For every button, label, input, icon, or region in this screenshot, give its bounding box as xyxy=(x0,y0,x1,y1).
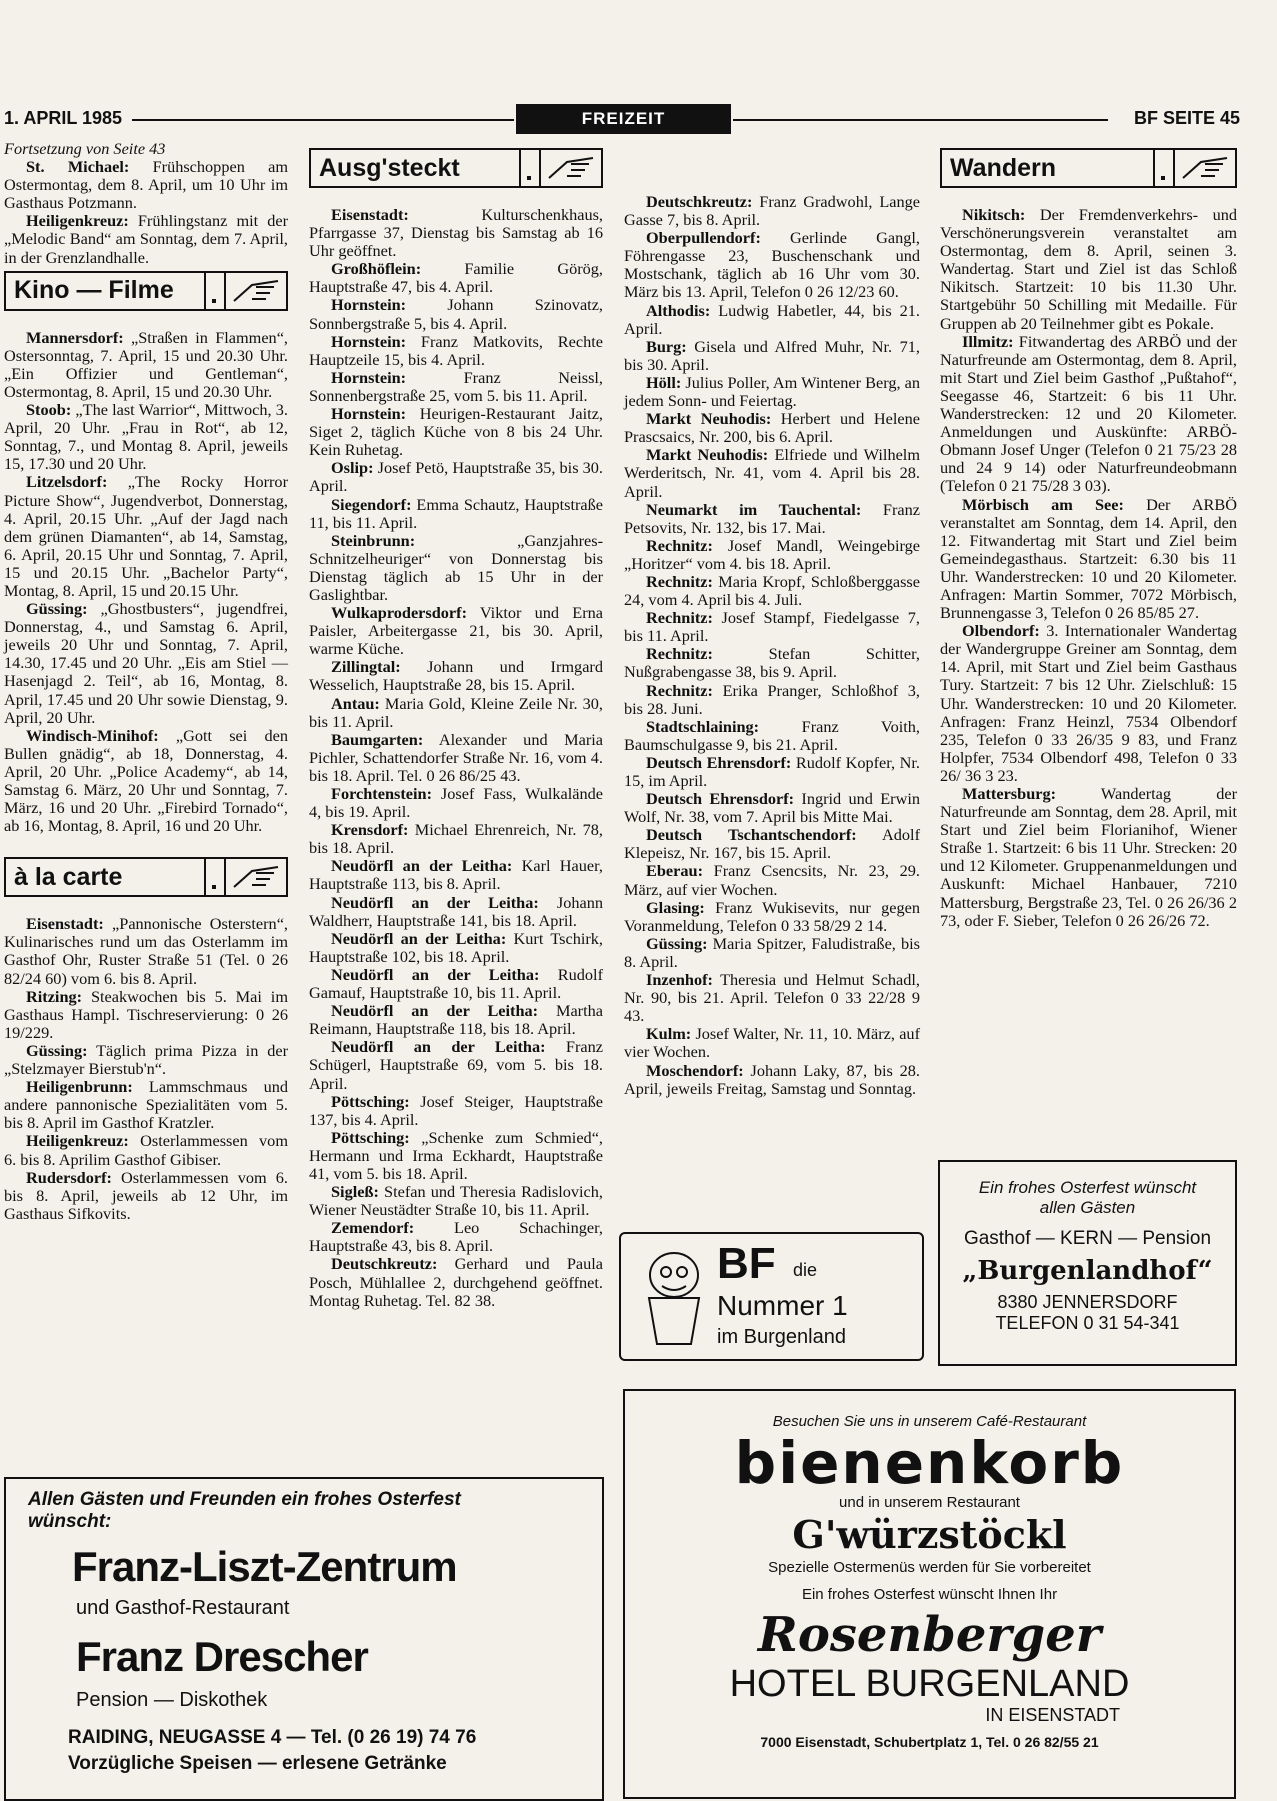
listing-place: Mannersdorf: xyxy=(26,327,124,347)
column-4 xyxy=(940,148,1237,930)
listing-text: Theresia und Helmut Schadl, Nr. 90, bis 21. April. Telefon 0 33 22/28 9 43. xyxy=(624,970,920,1026)
listing-place: Hornstein: xyxy=(331,367,407,387)
listing-text: Franz Csencsits, Nr. 23, 29. März, auf vier Wochen. xyxy=(624,861,920,899)
listing-text: Adolf Klepeisz, Nr. 167, bis 15. April. xyxy=(624,825,920,863)
listing-entry xyxy=(624,374,920,410)
kern-greeting-2: allen Gästen xyxy=(1039,1198,1136,1217)
listing-entry xyxy=(4,600,288,727)
bienen-menus: Spezielle Ostermenüs werden für Sie vorbereitet xyxy=(768,1559,1091,1576)
listing-text: Heurigen-Restaurant Jaitz, Siget 2, täglich Küche von 8 bis 24 Uhr. Kein Ruhetag. xyxy=(309,404,603,460)
listing-entry xyxy=(309,695,603,731)
listing-text: Johann und Irmgard Wesselich, Hauptstraße 28, bis 15. April. xyxy=(309,657,603,695)
listing-place: Deutschkreutz: xyxy=(646,192,753,211)
listing-place: Sigleß: xyxy=(331,1182,379,1202)
liszt-owner: Franz Drescher xyxy=(76,1633,368,1680)
listing-entry xyxy=(4,727,288,836)
listing-place: Mattersburg: xyxy=(962,784,1057,803)
listing-text: Alexander und Maria Pichler, Schattendorfer Straße Nr. 16, vom 4. bis 18. April. Tel. 0 26 86/25 43. xyxy=(309,729,603,785)
listing-entry xyxy=(624,826,920,862)
listing-place: Rechnitz: xyxy=(646,644,713,664)
listing-entry xyxy=(624,446,920,500)
listing-entry xyxy=(624,790,920,826)
section-carte xyxy=(4,857,288,897)
listing-entry xyxy=(309,369,603,405)
listing-entry xyxy=(940,206,1237,333)
listing-place: Neumarkt im Tauchental: xyxy=(646,499,862,519)
listing-text: Franz Schügerl, Hauptstraße 69, vom 5. bis 18. April. xyxy=(309,1037,603,1093)
listing-text: Ludwig Habetler, 44, bis 21. April. xyxy=(624,300,920,338)
entries-misc xyxy=(4,158,288,267)
bf-ad xyxy=(619,1232,924,1361)
column-3 xyxy=(624,193,920,1098)
listing-place: Deutschkreutz: xyxy=(331,1254,438,1274)
listing-place: Burg: xyxy=(646,336,687,356)
liszt-pension: Pension — Diskothek xyxy=(76,1689,268,1711)
listing-entry xyxy=(4,329,288,401)
bienen-intro: Besuchen Sie uns in unserem Café-Restaurant xyxy=(772,1413,1087,1430)
listing-place: Baumgarten: xyxy=(331,729,424,749)
listing-entry xyxy=(624,718,920,754)
listing-entry xyxy=(4,1078,288,1132)
listing-entry xyxy=(4,1169,288,1223)
listing-place: Rechnitz: xyxy=(646,608,713,628)
listing-text: Frühschoppen am Ostermontag, dem 8. April, um 10 Uhr im Gasthaus Potzmann. xyxy=(4,157,288,213)
listing-place: Olbendorf: xyxy=(962,621,1040,641)
pointing-hand-icon xyxy=(226,273,286,309)
listing-text: Josef Walter, Nr. 11, 10. März, auf vier Wochen. xyxy=(624,1024,920,1062)
listing-text: Maria Gold, Kleine Zeile Nr. 30, bis 11. April. xyxy=(309,693,603,731)
listing-place: Deutsch Tschantschendorf: xyxy=(646,825,857,845)
listing-text: Osterlammessen vom 6. bis 8. April, jeweils ab 12 Uhr, im Gasthaus Sifkovits. xyxy=(4,1167,288,1223)
listing-place: St. Michael: xyxy=(26,157,130,177)
bullet-box-icon xyxy=(204,273,226,309)
listing-place: Forchtenstein: xyxy=(331,784,432,803)
bullet-box-icon xyxy=(204,859,226,895)
listing-place: Mörbisch am See: xyxy=(962,494,1124,514)
listing-text: Familie Görög, Hauptstraße 47, bis 4. April. xyxy=(309,259,603,297)
page-number: BF SEITE 45 xyxy=(1133,108,1240,128)
listing-text: Osterlammessen vom 6. bis 8. Aprilim Gasthof Gibiser. xyxy=(4,1131,288,1169)
listing-place: Ritzing: xyxy=(26,986,83,1006)
listing-entry xyxy=(624,899,920,935)
listing-place: Höll: xyxy=(646,372,682,392)
bienen-greeting: Ein frohes Osterfest wünscht Ihnen Ihr xyxy=(801,1586,1058,1603)
listing-entry xyxy=(4,988,288,1042)
listing-place: Neudörfl an der Leitha: xyxy=(331,1001,539,1021)
listing-entry xyxy=(309,1038,603,1092)
liszt-ad xyxy=(4,1477,604,1801)
bf-nummer: Nummer 1 xyxy=(717,1290,848,1321)
column-1 xyxy=(4,140,288,1223)
listing-place: Krensdorf: xyxy=(331,820,409,840)
listing-entry xyxy=(624,193,920,229)
listing-text: Maria Kropf, Schloßberggasse 24, vom 4. April bis 4. Juli. xyxy=(624,571,920,610)
listing-place: Eisenstadt: xyxy=(26,914,104,934)
listing-place: Güssing: xyxy=(26,599,88,619)
listing-place: Windisch-Minihof: xyxy=(26,725,159,745)
listing-text: „Pannonische Osterstern“, Kulinarisches rund um das Osterlamm im Gasthof Ohr, Ruster Straße 51 (Tel. 0 26 82/24 60) vom 6. bis 8. April. xyxy=(4,914,288,988)
listing-text: Lammschmaus und andere pannonische Spezialitäten vom 5. bis 8. April im Gasthof Kratzler. xyxy=(4,1077,288,1133)
listing-entry xyxy=(4,1132,288,1168)
liszt-greeting-2: wünscht: xyxy=(28,1511,112,1532)
listing-place: Stadtschlaining: xyxy=(646,716,760,736)
listing-place: Eberau: xyxy=(646,861,703,881)
listing-text: Fitwandertag des ARBÖ und der Naturfreunde am Ostermontag, dem 8. April, mit Start und Ziel beim Gasthof „Pußtahof“, Seegasse 46, Startzeit: 6 bis 11 Uhr. Wanderstrecken: 12 und 20 Kilometer. Anmeldungen und Auskünfte: ARBÖ-Obmann Josef Unger (Telefon 0 21 75/23 28 und 24 9 14) oder Naturfreundeobmann (Telefon 0 21 75/28 3 03). xyxy=(940,331,1237,496)
listing-text: Rudolf Kopfer, Nr. 15, im April. xyxy=(624,752,920,790)
entries-ausgsteckt-cont xyxy=(624,193,920,1098)
listing-text: Der ARBÖ veranstaltet am Sonntag, dem 14. April, den 12. Fitwandertag mit Start und Ziel beim Gemeindegasthaus. Startzeit: 6.30 bis 11 Uhr. Wanderstrecken: 10 und 20 Kilometer. Anfragen: Martin Sommer, 7072 Mörbisch, Brunnengasse 3, Telefon 0 26 85/85 27. xyxy=(940,494,1237,623)
listing-place: Rechnitz: xyxy=(646,680,713,700)
listing-entry xyxy=(624,645,920,681)
listing-text: Johann Laky, 87, bis 28. April, jeweils Freitag, Samstag und Sonntag. xyxy=(624,1060,920,1098)
liszt-slogan: Vorzügliche Speisen — erlesene Getränke xyxy=(68,1753,447,1774)
listing-entry xyxy=(309,857,603,893)
kern-phone: TELEFON 0 31 54-341 xyxy=(995,1313,1180,1333)
listing-entry xyxy=(624,338,920,374)
listing-place: Moschendorf: xyxy=(646,1060,744,1080)
listing-place: Steinbrunn: xyxy=(331,530,416,550)
listing-text: 3. Internationaler Wandertag der Wandergruppe Greiner am Sonntag, dem 14. April, mit Start und Ziel beim Gasthaus Tury. Startzeit: 7 bis 12 Uhr. Zielschluß: 15 Uhr. Wanderstrecken: 10 und 20 Kilometer. Anfragen: Franz Heinzl, 7534 Olbendorf 235, Telefon 0 33 26/35 9 83, und Franz Holpfer, 7534 Olbendorf 498, Telefon 0 33 26/ 36 3 23. xyxy=(940,621,1237,785)
listing-entry xyxy=(309,821,603,857)
listing-text: Franz Neissl, Sonnenbergstraße 25, vom 5. bis 11. April. xyxy=(309,367,603,405)
listing-place: Althodis: xyxy=(646,300,711,320)
listing-entry xyxy=(4,473,288,600)
listing-text: Josef Mandl, Weingebirge „Horitzer“ vom 4. bis 18. April. xyxy=(624,535,920,573)
listing-entry xyxy=(309,333,603,369)
kern-greeting: Ein frohes Osterfest wünscht xyxy=(978,1178,1197,1197)
section-wandern-title: Wandern xyxy=(950,153,1057,182)
listing-text: Martha Reimann, Hauptstraße 118, bis 18. April. xyxy=(309,1001,603,1039)
listing-place: Zemendorf: xyxy=(331,1218,415,1238)
listing-place: Oslip: xyxy=(331,458,374,478)
listing-entry xyxy=(309,496,603,532)
listing-entry xyxy=(309,1002,603,1038)
listing-text: Ingrid und Erwin Wolf, Nr. 38, vom 7. April bis Mitte Mai. xyxy=(624,789,920,827)
listing-place: Glasing: xyxy=(646,897,705,917)
listing-entry xyxy=(624,302,920,338)
listing-text: Rudolf Gamauf, Hauptstraße 10, bis 11. April. xyxy=(309,964,603,1003)
section-kino xyxy=(4,271,288,311)
pointing-hand-icon xyxy=(541,150,601,186)
listing-text: Michael Ehrenreich, Nr. 78, bis 18. April. xyxy=(309,820,603,858)
listing-text: Josef Petö, Hauptstraße 35, bis 30. April. xyxy=(309,458,603,496)
listing-entry xyxy=(4,212,288,266)
pointing-hand-icon xyxy=(226,859,286,895)
listing-entry xyxy=(624,682,920,718)
listing-entry xyxy=(940,785,1237,930)
hotel-town: IN EISENSTADT xyxy=(985,1705,1120,1725)
hotel-address: 7000 Eisenstadt, Schubertplatz 1, Tel. 0 26 82/55 21 xyxy=(760,1734,1099,1750)
listing-place: Illmitz: xyxy=(962,331,1014,351)
listing-entry xyxy=(309,1093,603,1129)
listing-text: „The Rocky Horror Picture Show“, Jugendverbot, Donnerstag, 4. April, 20.15 Uhr. „Auf der Jagd nach dem grünen Diamanten“, ab 14, Samstag, 6. April, 20.15 Uhr und Sonntag, 7. April, 15 und 20.15 Uhr. „Bachelor Party“, Montag, 8. April, 15 und 20.15 Uhr. xyxy=(4,472,288,600)
listing-text: Herbert und Helene Prascsaics, Nr. 200, bis 6. April. xyxy=(624,409,920,447)
listing-entry xyxy=(309,206,603,260)
listing-text: Leo Schachinger, Hauptstraße 43, bis 8. April. xyxy=(309,1218,603,1256)
listing-place: Deutsch Ehrensdorf: xyxy=(646,752,792,772)
listing-text: Gerhard und Paula Posch, Mühlallee 2, durchgehend geöffnet. Montag Ruhetag. Tel. 82 38. xyxy=(309,1254,603,1310)
listing-place: Wulkaprodersdorf: xyxy=(331,603,467,623)
listing-text: Franz Gradwohl, Lange Gasse 7, bis 8. April. xyxy=(624,192,920,230)
listing-place: Markt Neuhodis: xyxy=(646,445,769,465)
listing-entry xyxy=(309,260,603,296)
listing-text: Josef Fass, Wulkalände 4, bis 19. April. xyxy=(309,784,603,822)
listing-entry xyxy=(309,731,603,785)
listing-text: Kulturschenkhaus, Pfarrgasse 37, Dienstag bis Samstag ab 16 Uhr geöffnet. xyxy=(309,205,603,261)
liszt-address: RAIDING, NEUGASSE 4 — Tel. (0 26 19) 74 76 xyxy=(68,1727,477,1748)
kern-town: 8380 JENNERSDORF xyxy=(997,1292,1178,1312)
listing-place: Neudörfl an der Leitha: xyxy=(331,1037,546,1057)
bienenkorb-ad xyxy=(623,1389,1236,1799)
listing-text: Steakwochen bis 5. Mai im Gasthaus Hampl. Tischreservierung: 0 26 19/229. xyxy=(4,986,288,1042)
listing-place: Inzenhof: xyxy=(646,970,713,990)
listing-entry xyxy=(940,496,1237,623)
gwuerzstoeckl-logo: G'würzstöckl xyxy=(792,1512,1067,1557)
listing-place: Antau: xyxy=(331,693,380,713)
listing-entry xyxy=(309,532,603,604)
liszt-subtitle: und Gasthof-Restaurant xyxy=(76,1597,290,1619)
listing-entry xyxy=(4,1042,288,1078)
listing-text: Franz Matkovits, Rechte Hauptzeile 15, bis 4. April. xyxy=(309,331,603,369)
liszt-title: Franz-Liszt-Zentrum xyxy=(72,1543,457,1590)
listing-entry xyxy=(940,333,1237,496)
listing-text: Josef Steiger, Hauptstraße 137, bis 4. April. xyxy=(309,1091,603,1129)
listing-place: Rudersdorf: xyxy=(26,1167,112,1187)
listing-entry xyxy=(309,1183,603,1219)
listing-entry xyxy=(309,296,603,332)
listing-entry xyxy=(940,622,1237,785)
listing-entry xyxy=(309,966,603,1002)
pointing-hand-icon xyxy=(1175,150,1235,186)
listing-text: Franz Wukisevits, nur gegen Voranmeldung, Telefon 0 33 58/29 2 14. xyxy=(624,897,920,935)
listing-entry xyxy=(309,785,603,821)
listing-place: Rechnitz: xyxy=(646,571,713,591)
listing-entry xyxy=(309,894,603,930)
section-wandern xyxy=(940,148,1237,188)
listing-place: Eisenstadt: xyxy=(331,205,409,224)
bf-logo: BF xyxy=(717,1239,776,1288)
listing-place: Hornstein: xyxy=(331,295,407,315)
section-ausgsteckt xyxy=(309,148,603,188)
listing-entry xyxy=(624,573,920,609)
listing-entry xyxy=(624,229,920,301)
listing-place: Kulm: xyxy=(646,1024,692,1044)
listing-text: Karl Hauer, Hauptstraße 113, bis 8. April. xyxy=(309,856,603,894)
listing-place: Neudörfl an der Leitha: xyxy=(331,964,540,984)
section-title: FREIZEIT xyxy=(516,104,731,134)
listing-place: Neudörfl an der Leitha: xyxy=(331,856,513,876)
listing-entry xyxy=(624,609,920,645)
listing-text: Franz Voith, Baumschulgasse 9, bis 21. April. xyxy=(624,716,920,754)
listing-place: Güssing: xyxy=(646,933,708,953)
listing-text: „Ganzjahres-Schnitzelheuriger“ von Donnerstag bis Dienstag täglich ab 15 Uhr in der Gaslightbar. xyxy=(309,530,603,604)
column-2 xyxy=(309,148,603,1310)
hotel-name: HOTEL BURGENLAND xyxy=(729,1663,1130,1705)
bullet-box-icon xyxy=(1153,150,1175,186)
listing-place: Deutsch Ehrensdorf: xyxy=(646,789,795,809)
listing-text: „Ghostbusters“, jugendfrei, Donnerstag, 4., und Samstag 6. April, jeweils 20 Uhr und Sonntag, 7. April, 14.30, 17.45 und 20 Uhr. „Eis am Stiel — Hasenjagd 2. Teil“, ab 16, Montag, 8. April, 17.45 und 20 Uhr sowie Dienstag, 9. April, 20 Uhr. xyxy=(4,599,288,727)
liszt-greeting: Allen Gästen und Freunden ein frohes Osterfest xyxy=(28,1489,461,1510)
entries-kino xyxy=(4,329,288,836)
listing-entry xyxy=(309,604,603,658)
listing-entry xyxy=(309,658,603,694)
listing-text: Frühlingstanz mit der „Melodic Band“ am Sonntag, dem 7. April, in der Grenzlandhalle. xyxy=(4,211,288,267)
listing-place: Siegendorf: xyxy=(331,494,412,514)
listing-place: Stoob: xyxy=(26,400,72,420)
listing-entry xyxy=(309,405,603,459)
listing-entry xyxy=(309,1219,603,1255)
listing-text: „Schenke zum Schmied“, Hermann und Irma Eckhardt, Hauptstraße 41, vom 5. bis 18. April. xyxy=(309,1127,603,1183)
listing-text: Erika Pranger, Schloßhof 3, bis 28. Juni. xyxy=(624,680,920,718)
listing-place: Pöttsching: xyxy=(331,1127,410,1147)
listing-place: Neudörfl an der Leitha: xyxy=(331,892,539,912)
listing-entry xyxy=(624,935,920,971)
listing-place: Hornstein: xyxy=(331,404,407,424)
listing-entry xyxy=(624,410,920,446)
listing-place: Zillingtal: xyxy=(331,657,401,677)
listing-text: Maria Spitzer, Faludistraße, bis 8. April. xyxy=(624,933,920,971)
continued-note: Fortsetzung von Seite 43 xyxy=(4,139,166,158)
listing-place: Heiligenkreuz: xyxy=(26,1131,129,1151)
listing-place: Neudörfl an der Leitha: xyxy=(331,928,507,948)
listing-place: Litzelsdorf: xyxy=(26,472,108,492)
listing-entry xyxy=(4,915,288,987)
listing-text: Täglich prima Pizza in der „Stelzmayer Bierstub'n“. xyxy=(4,1040,288,1079)
listing-entry xyxy=(309,459,603,495)
listing-place: Güssing: xyxy=(26,1040,88,1060)
listing-text: Emma Schautz, Hauptstraße 11, bis 11. April. xyxy=(309,494,603,532)
listing-place: Markt Neuhodis: xyxy=(646,409,772,429)
listing-text: Stefan Schitter, Nußgrabengasse 38, bis 9. April. xyxy=(624,644,920,682)
kern-name: Gasthof — KERN — Pension xyxy=(963,1228,1212,1249)
listing-place: Heiligenkreuz: xyxy=(26,211,129,231)
listing-text: Julius Poller, Am Wintener Berg, an jedem Sonn- und Feiertag. xyxy=(624,372,920,411)
bienen-restaurant: und in unserem Restaurant xyxy=(839,1494,1020,1511)
listing-text: „Gott sei den Bullen gnädig“, ab 18, Donnerstag, 4. April, 20 Uhr. „Police Academy“, ab 14, Samstag 6. März, 20 Uhr und Sonntag, 7. März, 16 und 20 Uhr. „Firebird Tornado“, ab 16, Montag, 8. April, 16 und 20 Uhr. xyxy=(4,725,288,836)
listing-text: Gerlinde Gangl, Föhrengasse 23, Buschenschank und Mostschank, täglich ab 16 Uhr vom 30. März bis 13. April, Telefon 0 26 12/23 60. xyxy=(624,228,920,302)
rosenberger-logo: Rosenberger xyxy=(757,1607,1102,1663)
listing-entry xyxy=(624,1062,920,1098)
listing-text: Johann Waldherr, Hauptstraße 141, bis 18. April. xyxy=(309,892,603,930)
listing-entry xyxy=(624,501,920,537)
listing-place: Hornstein: xyxy=(331,331,407,351)
mascot-icon xyxy=(629,1240,719,1350)
section-ausgsteckt-title: Ausg'steckt xyxy=(319,153,460,182)
header-rule-left xyxy=(132,119,514,121)
listing-text: Franz Petsovits, Nr. 132, bis 17. Mai. xyxy=(624,499,921,537)
listing-text: Kurt Tschirk, Hauptstraße 102, bis 18. April. xyxy=(309,928,603,966)
bf-slogan: im Burgenland xyxy=(717,1326,846,1348)
listing-place: Heiligenbrunn: xyxy=(26,1077,133,1097)
listing-text: „The last Warrior“, Mittwoch, 3. April, 20 Uhr. „Frau in Rot“, ab 12, Sonntag, 7., und Montag 8. April, jeweils 15, 17.30 und 20 Uhr. xyxy=(4,400,288,474)
bf-die: die xyxy=(793,1260,818,1280)
listing-place: Oberpullendorf: xyxy=(646,228,761,248)
listing-entry xyxy=(624,754,920,790)
listing-text: Gisela und Alfred Muhr, Nr. 71, bis 30. April. xyxy=(624,336,920,374)
listing-text: Stefan und Theresia Radislovich, Wiener Neustädter Straße 10, bis 11. April. xyxy=(309,1182,603,1220)
listing-entry xyxy=(309,1255,603,1309)
listing-text: „Straßen in Flammen“, Ostersonntag, 7. April, 15 und 20.30 Uhr. „Ein Offizier und Gentleman“, Ostermontag, 8. April, 15 und 20.30 Uhr. xyxy=(4,327,288,401)
kern-ad xyxy=(938,1160,1237,1366)
listing-text: Josef Stampf, Fiedelgasse 7, bis 11. April. xyxy=(624,608,920,646)
listing-entry xyxy=(624,862,920,898)
listing-text: Johann Szinovatz, Sonnbergstraße 5, bis 4. April. xyxy=(309,295,603,333)
listing-entry xyxy=(624,537,920,573)
listing-place: Rechnitz: xyxy=(646,535,713,555)
kern-hotel: „Burgenlandhof“ xyxy=(962,1256,1213,1286)
section-carte-title: à la carte xyxy=(14,862,123,891)
entries-wandern xyxy=(940,206,1237,930)
header-rule-right xyxy=(733,119,1108,121)
listing-text: Der Fremdenverkehrs- und Verschönerungsverein veranstaltet am Ostermontag, dem 8. April, seinen 3. Wandertag. Start und Ziel ist das Schloß Nikitsch. Startzeit: 10 bis 11.30 Uhr. Startgebühr 50 Schilling mit Medaille. Für Gruppen ab 20 Teilnehmer gibt es Pokale. xyxy=(940,205,1237,333)
bienenkorb-logo: bienenkorb xyxy=(734,1429,1125,1497)
listing-text: Wandertag der Naturfreunde am Sonntag, dem 28. April, mit Start und Ziel beim Florianihof, Wiener Straße 1. Startzeit: 6 bis 11 Uhr. Strecken: 20 und 12 Kilometer. Gruppenanmeldungen und Auskunft: Michael Hanbauer, 7210 Mattersburg, Bergstraße 23, Tel. 0 26 26/36 2 73, oder F. Sieber, Telefon 0 26 26/26 72. xyxy=(940,784,1237,930)
entries-carte xyxy=(4,915,288,1223)
listing-place: Nikitsch: xyxy=(962,205,1026,224)
issue-date: 1. APRIL 1985 xyxy=(4,108,123,128)
listing-place: Großhöflein: xyxy=(331,259,422,279)
listing-entry xyxy=(4,158,288,212)
listing-entry xyxy=(624,971,920,1025)
listing-entry xyxy=(309,930,603,966)
page-header xyxy=(4,104,1240,134)
entries-ausgsteckt xyxy=(309,206,603,1310)
bullet-box-icon xyxy=(519,150,541,186)
listing-text: Elfriede und Wilhelm Werderitsch, Nr. 41, vom 4. April bis 28. April. xyxy=(624,445,920,501)
listing-entry xyxy=(4,401,288,473)
listing-text: Viktor und Erna Paisler, Arbeitergasse 21, bis 30. April, warme Küche. xyxy=(309,603,603,659)
listing-place: Pöttsching: xyxy=(331,1091,410,1111)
listing-entry xyxy=(309,1129,603,1183)
listing-entry xyxy=(624,1025,920,1061)
section-kino-title: Kino — Filme xyxy=(14,276,174,305)
